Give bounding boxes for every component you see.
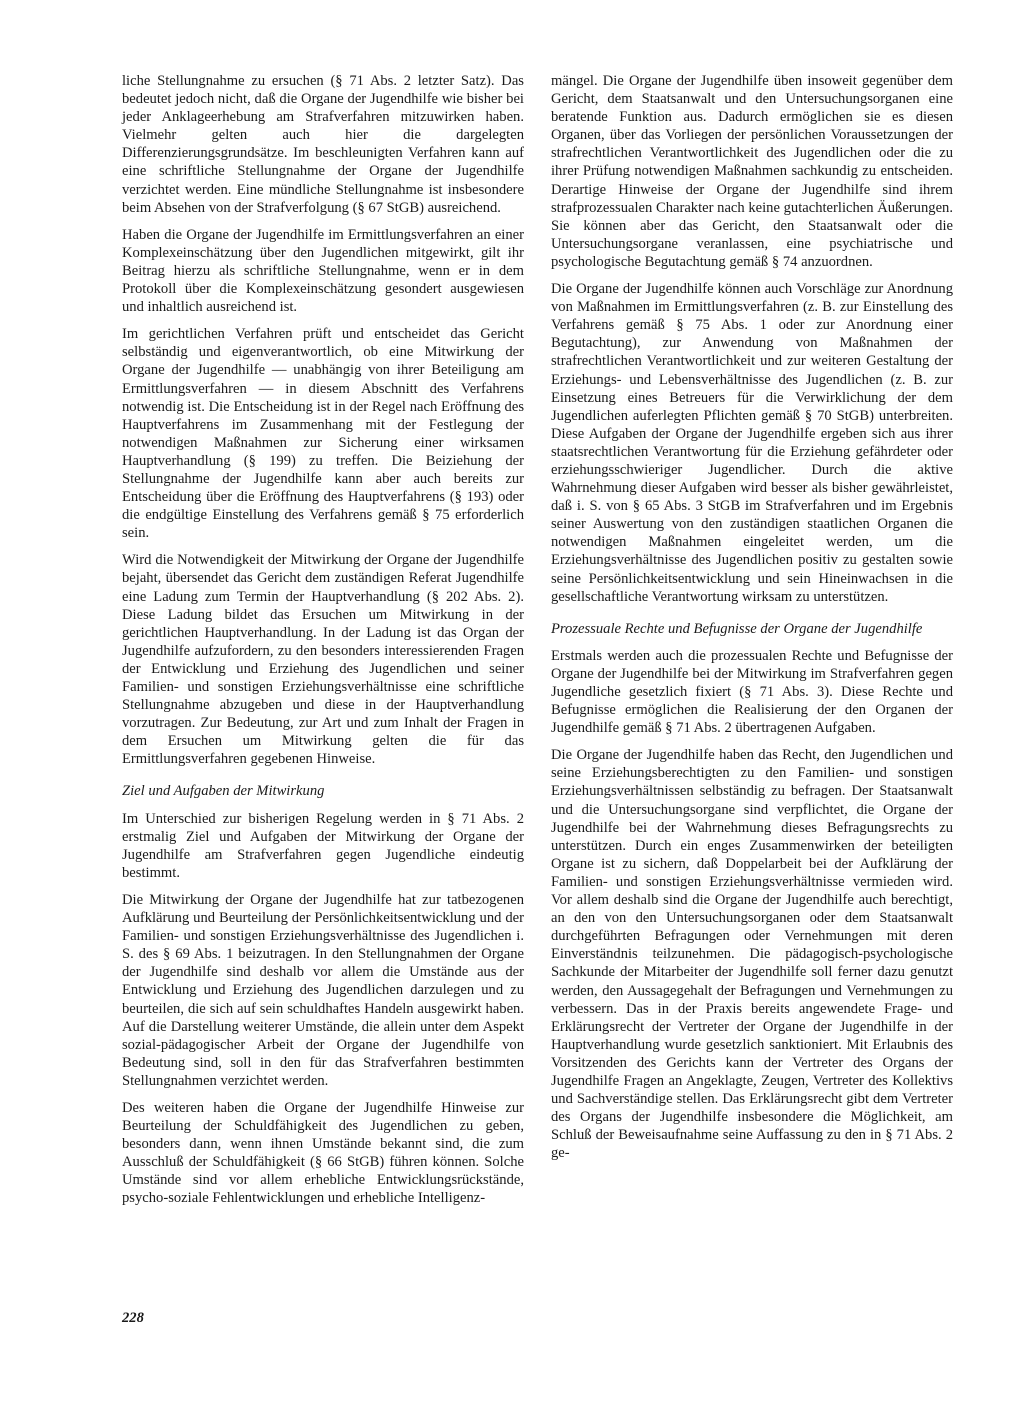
paragraph: Die Mitwirkung der Organe der Jugendhilfe hat zur tatbezogenen Aufklärung und Beurteilung der Persönlichkeitsentwicklung und der Familien- und sonstigen Erziehungsverhältnisse des Jugendlichen i. S. des § 69 Abs. 1 beizutragen. In den Stellungnahmen der Organe der Jugendhilfe sind deshalb vor allem die Umstände aus der Entwicklung und Erziehung des Jugendlichen darzulegen und zu beurteilen, die sich auf sein schuldhaftes Handeln ausgewirkt haben. Auf die Darstellung weiterer Umstände, die allein unter dem Aspekt sozial-pädagogischer Arbeit der Organe der Jugendhilfe von Bedeutung sind, soll in den für das Strafverfahren bestimmten Stellungnahmen verzichtet werden. [122, 891, 524, 1089]
paragraph: Haben die Organe der Jugendhilfe im Ermittlungsverfahren an einer Komplexeinschätzung über den Jugendlichen mitgewirkt, gilt ihr Beitrag hierzu als schriftliche Stellungnahme, wenn er in dem Protokoll über die Komplexeinschätzung gesondert ausgewiesen und inhaltlich ausreichend ist. [122, 226, 524, 316]
section-heading: Ziel und Aufgaben der Mitwirkung [122, 783, 325, 800]
right-text-column [551, 72, 953, 1171]
paragraph: Wird die Notwendigkeit der Mitwirkung der Organe der Jugendhilfe bejaht, übersendet das Gericht dem zuständigen Referat Jugendhilfe eine Ladung zum Termin der Hauptverhandlung (§ 202 Abs. 2). Diese Ladung bildet das Ersuchen um Mitwirkung in der gerichtlichen Hauptverhandlung. In der Ladung ist das Organ der Jugendhilfe aufzufordern, zu den besonders interessierenden Fragen der Entwicklung und Erziehung des Jugendlichen und seiner Familien- und sonstigen Erziehungsverhältnisse eine schriftliche Stellungnahme abzugeben und diese in der Hauptverhandlung vorzutragen. Zur Bedeutung, zur Art und zum Inhalt der Fragen in dem Ersuchen um Mitwirkung gelten die für das Ermittlungsverfahren gegebenen Hinweise. [122, 552, 524, 768]
left-text-column [122, 72, 524, 1217]
paragraph: Im Unterschied zur bisherigen Regelung werden in § 71 Abs. 2 erstmalig Ziel und Aufgaben der Mitwirkung der Organe der Jugendhilfe am Strafverfahren gegen Jugendliche eindeutig bestimmt. [122, 810, 524, 881]
paragraph: Des weiteren haben die Organe der Jugendhilfe Hinweise zur Beurteilung der Schuldfähigkeit des Jugendlichen zu geben, besonders dann, wenn ihnen Umstände bekannt sind, die zum Ausschluß der Schuldfähigkeit (§ 66 StGB) führen können. Solche Umstände sind vor allem erhebliche Entwicklungsrückstände, psycho-soziale Fehlentwicklungen und erhebliche Intelligenz- [122, 1099, 524, 1207]
paragraph: Die Organe der Jugendhilfe können auch Vorschläge zur Anordnung von Maßnahmen im Ermittlungsverfahren (z. B. zur Einstellung des Verfahrens gemäß § 75 Abs. 1 oder zur Anordnung einer Begutachtung), zur Anwendung von Maßnahmen der strafrechtlichen Verantwortlichkeit und zur weiteren Gestaltung der Erziehungs- und Lebensverhältnisse des Jugendlichen (z. B. zur Einsetzung eines Betreuers für die Verwirklichung der dem Jugendlichen auferlegten Pflichten gemäß § 70 StGB) unterbreiten. Diese Aufgaben der Organe der Jugendhilfe ergeben sich aus ihrer staatsrechtlichen Verantwortung für die Erziehung gefährdeter oder erziehungsschwieriger Jugendlicher. Durch die aktive Wahrnehmung dieser Aufgaben wird besser als bisher gewährleistet, daß i. S. von § 65 Abs. 3 StGB im Strafverfahren und im Ergebnis seiner Auswertung von den zuständigen staatlichen Organen die notwendigen Maßnahmen eingeleitet werden, um die Erziehungsverhältnisse des Jugendlichen positiv zu gestalten sowie seine Persönlichkeitsentwicklung und sein Hineinwachsen in die gesellschaftliche Verantwortung wirksam zu unterstützen. [551, 281, 953, 605]
paragraph: Im gerichtlichen Verfahren prüft und entscheidet das Gericht selbständig und eigenverantwortlich, ob eine Mitwirkung der Organe der Jugendhilfe — unabhängig von ihrer Beteiligung am Ermittlungsverfahren — in diesem Abschnitt des Verfahrens notwendig ist. Die Entscheidung ist in der Regel nach Eröffnung des Hauptverfahrens im Zusammenhang mit der Festlegung der notwendigen Maßnahmen zur Sicherung einer wirksamen Hauptverhandlung (§ 199) zu treffen. Die Beiziehung der Stellungnahme der Jugendhilfe kann aber auch bereits zur Entscheidung über die Eröffnung des Hauptverfahrens (§ 193) oder die endgültige Einstellung des Verfahrens gemäß § 75 erforderlich sein. [122, 326, 524, 542]
section-heading: Prozessuale Rechte und Befugnisse der Organe der Jugendhilfe [551, 620, 923, 637]
page-number: 228 [122, 1310, 144, 1326]
paragraph: liche Stellungnahme zu ersuchen (§ 71 Abs. 2 letzter Satz). Das bedeutet jedoch nicht, daß die Organe der Jugendhilfe wie bisher bei jeder Anklageerhebung am Strafverfahren mitzuwirken haben. Vielmehr gelten auch hier die dargelegten Differenzierungsgrundsätze. Im beschleunigten Verfahren kann auf eine schriftliche Stellungnahme der Organe der Jugendhilfe verzichtet werden. Eine mündliche Stellungnahme ist insbesondere beim Absehen von der Strafverfolgung (§ 67 StGB) ausreichend. [122, 73, 524, 216]
paragraph: Die Organe der Jugendhilfe haben das Recht, den Jugendlichen und seine Erziehungsberechtigten zu den Familien- und sonstigen Erziehungsverhältnissen selbständig zu befragen. Der Staatsanwalt und die Untersuchungsorgane sind verpflichtet, die Organe der Jugendhilfe bei der Wahrnehmung dieses Befragungsrechts zu unterstützen. Durch ein enges Zusammenwirken der beteiligten Organe ist zu sichern, daß Doppelarbeit bei der Aufklärung der Familien- und sonstigen Erziehungsverhältnisse vermieden wird. Vor allem deshalb sind die Organe der Jugendhilfe auch berechtigt, an den von den Untersuchungsorganen oder dem Staatsanwalt durchgeführten Befragungen oder Vernehmungen mit deren Einverständnis teilzunehmen. Die pädagogisch-psychologische Sachkunde der Mitarbeiter der Jugendhilfe soll ferner dazu genutzt werden, den Aussagegehalt der Befragungen und Vernehmungen zu verbessern. Das in der Praxis bereits angewendete Frage- und Erklärungsrecht der Vertreter der Organe der Jugendhilfe in der Hauptverhandlung wurde gesetzlich sanktioniert. Mit Erlaubnis des Vorsitzenden des Gerichts kann der Vertreter des Organs der Jugendhilfe Fragen an Angeklagte, Zeugen, Vertreter des Kollektivs und Sachverständige stellen. Das Erklärungsrecht gibt dem Vertreter des Organs der Jugendhilfe insbesondere die Möglichkeit, am Schluß der Beweisaufnahme seine Auffassung zu den in § 71 Abs. 2 ge- [551, 747, 953, 1162]
paragraph: Erstmals werden auch die prozessualen Rechte und Befugnisse der Organe der Jugendhilfe bei der Mitwirkung im Strafverfahren gegen Jugendliche gesetzlich fixiert (§ 71 Abs. 3). Diese Rechte und Befugnisse ermöglichen die Realisierung der den Organen der Jugendhilfe gemäß § 71 Abs. 2 übertragenen Aufgaben. [551, 647, 953, 737]
paragraph: mängel. Die Organe der Jugendhilfe üben insoweit gegenüber dem Gericht, dem Staatsanwalt und den Untersuchungsorganen eine beratende Funktion aus. Dadurch ermöglichen sie es diesen Organen, über das Vorliegen der persönlichen Voraussetzungen der strafrechtlichen Verantwortlichkeit des Jugendlichen oder die zu ihrer Prüfung notwendigen Maßnahmen sachkundig zu entscheiden. Derartige Hinweise der Organe der Jugendhilfe sind ihrem strafprozessualen Charakter nach keine gutachterlichen Äußerungen. Sie können aber das Gericht, den Staatsanwalt oder die Untersuchungsorgane veranlassen, eine psychiatrische und psychologische Begutachtung gemäß § 74 anzuordnen. [551, 73, 953, 270]
